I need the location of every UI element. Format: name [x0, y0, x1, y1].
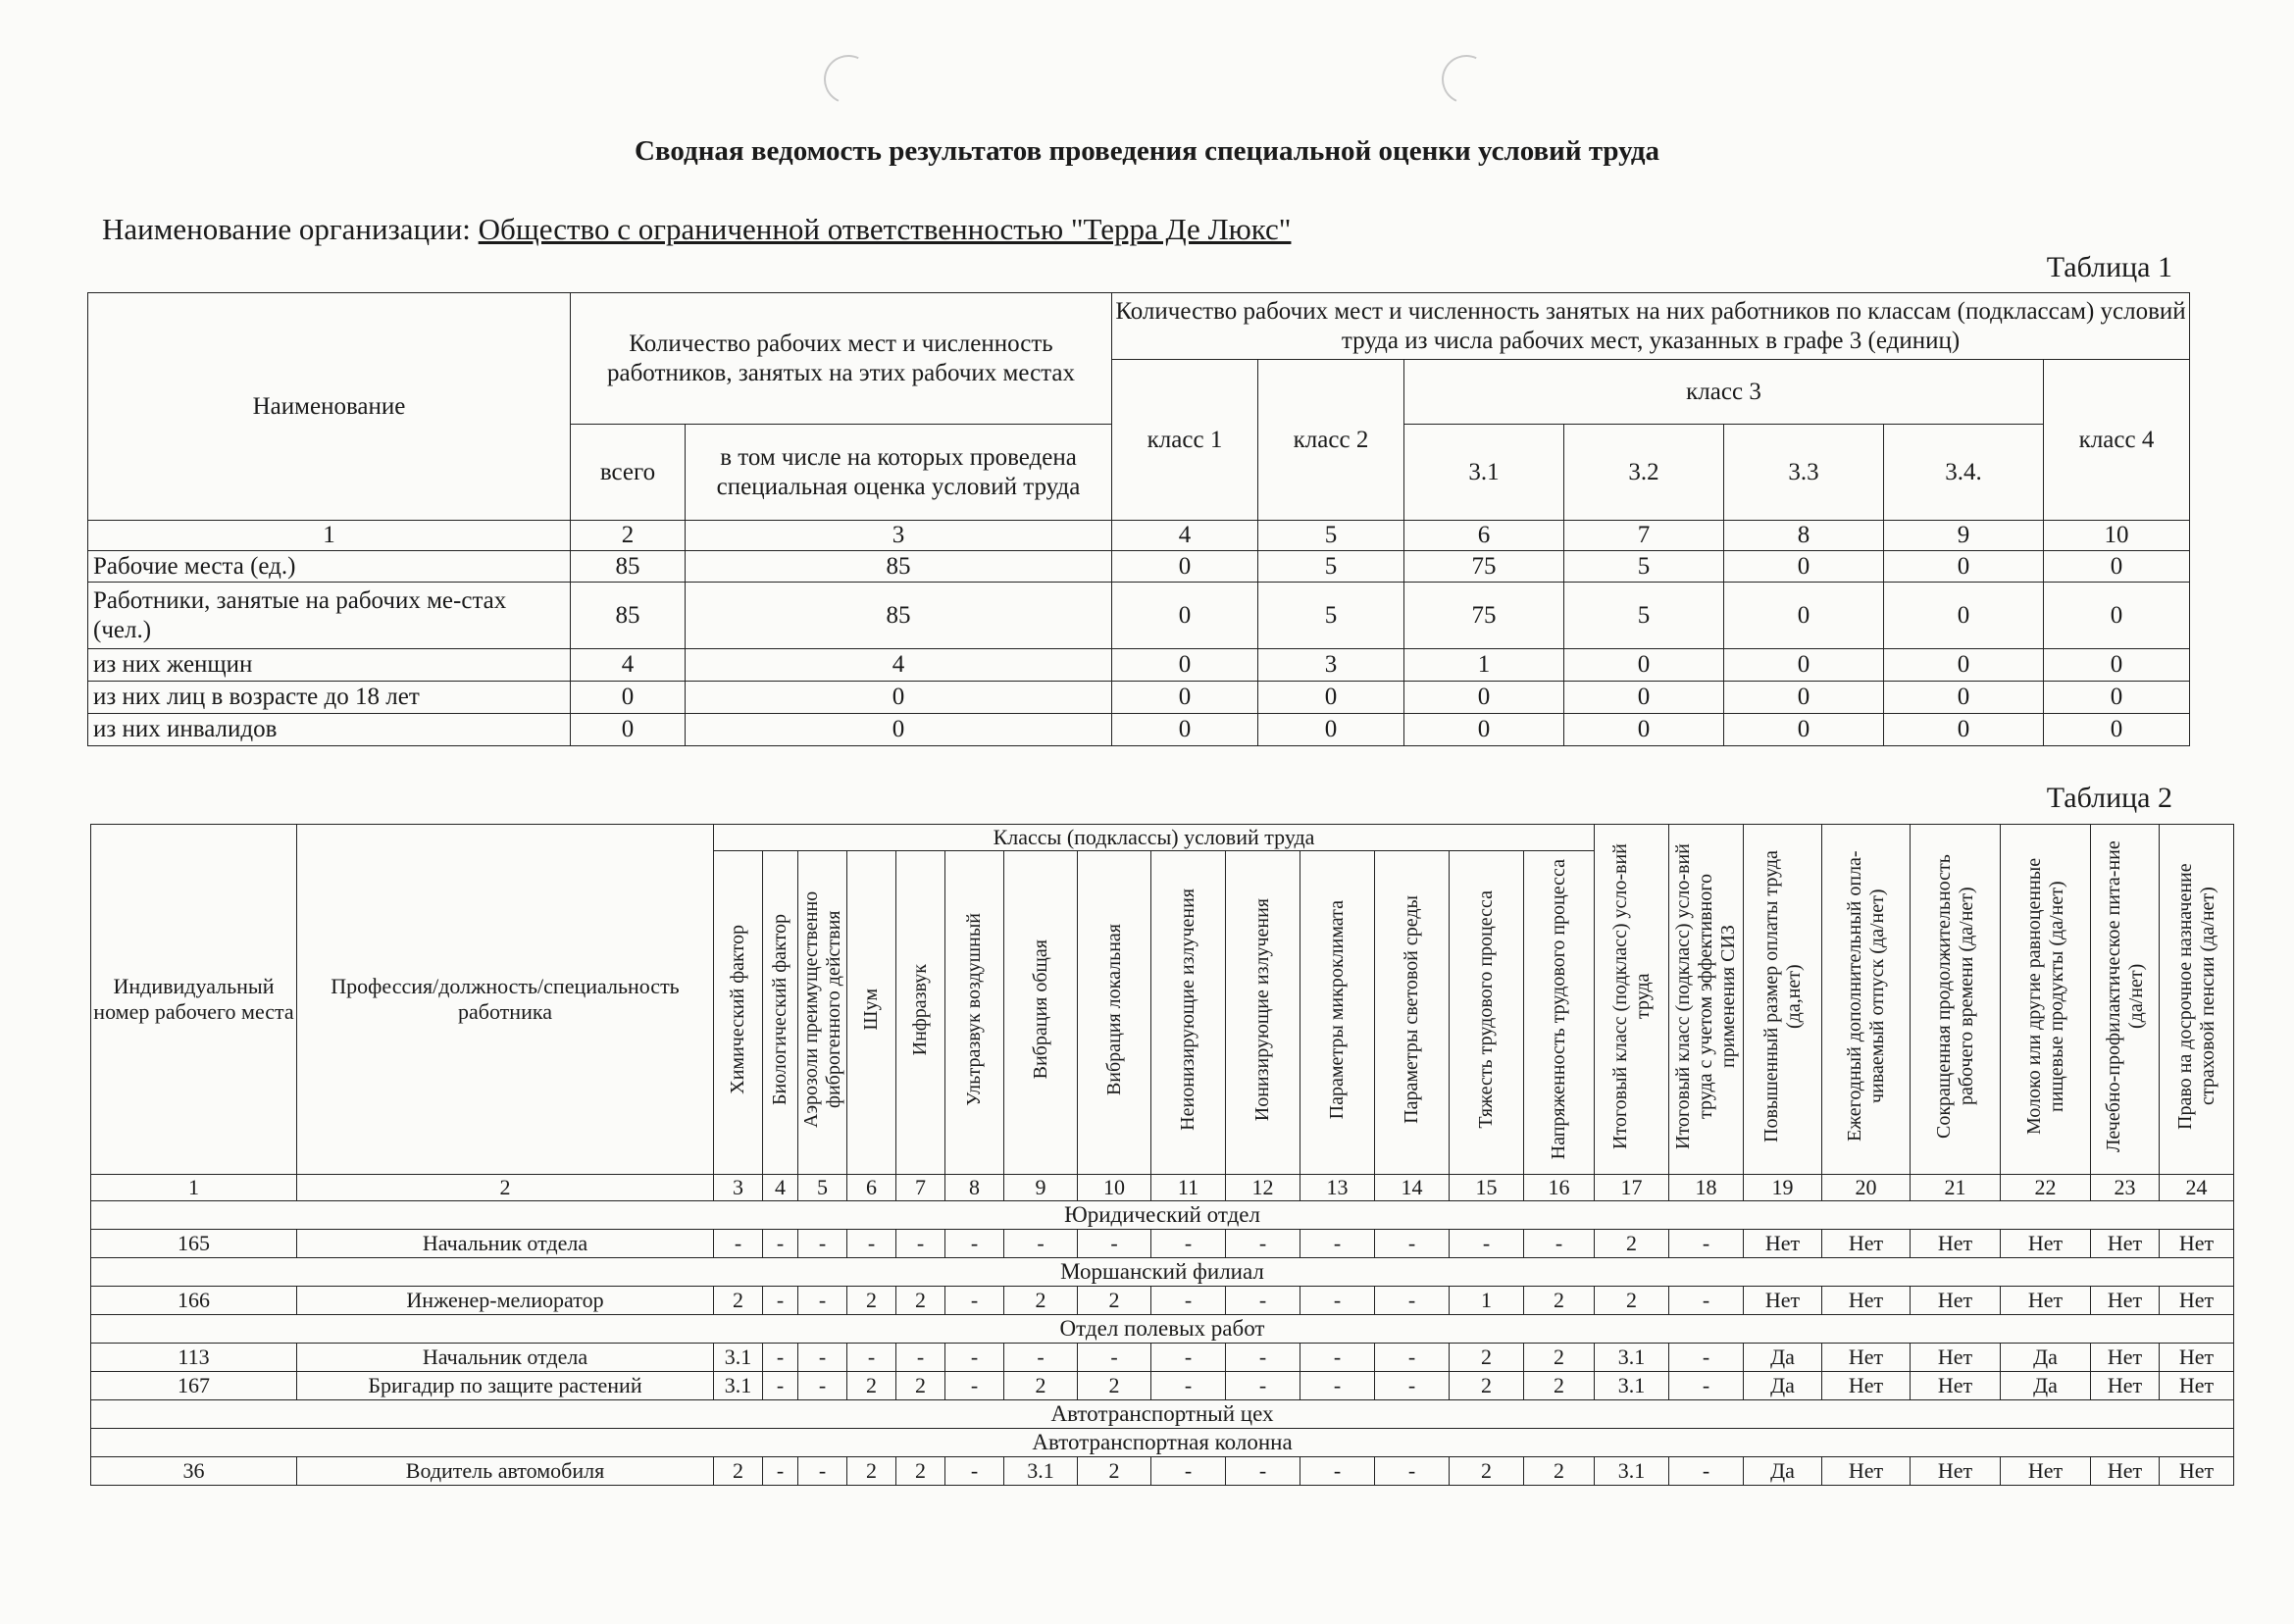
t2-cell: -	[896, 1230, 945, 1258]
t1-header-total: всего	[571, 425, 686, 521]
t2-cell: -	[1300, 1457, 1375, 1486]
t2-row	[91, 1372, 2234, 1400]
t1-cell: 0	[1112, 551, 1258, 583]
t2-cell: Да	[1744, 1372, 1822, 1400]
t2-section-row	[91, 1429, 2234, 1457]
t2-workplace-id: 167	[91, 1372, 297, 1400]
t2-cell: 2	[714, 1457, 763, 1486]
t1-row-label: из них женщин	[88, 649, 571, 682]
t2-cell: 2	[1450, 1344, 1524, 1372]
t2-cell: Нет	[1822, 1230, 1911, 1258]
t2-cell: Нет	[2001, 1287, 2091, 1315]
t2-colnum: 16	[1524, 1174, 1595, 1200]
t2-vheader-text: Инфразвук	[909, 963, 931, 1056]
t2-cell: Нет	[1822, 1287, 1911, 1315]
t2-cell: -	[1300, 1287, 1375, 1315]
t2-row	[91, 1230, 2234, 1258]
t2-vheader-text: Право на досрочное назначение страховой пенсии (да/нет)	[2173, 862, 2218, 1130]
t1-cell: 0	[1112, 714, 1258, 746]
t2-cell: -	[1669, 1344, 1744, 1372]
t2-colnum: 20	[1822, 1174, 1911, 1200]
t2-vheader	[1151, 851, 1226, 1174]
t2-cell: -	[1375, 1230, 1450, 1258]
t2-vheader	[896, 851, 945, 1174]
t2-vheader	[1004, 851, 1078, 1174]
t1-colnum: 7	[1564, 521, 1724, 551]
t1-cell: 0	[1258, 682, 1404, 714]
t2-cell: 2	[1078, 1457, 1151, 1486]
t2-cell: -	[1375, 1372, 1450, 1400]
t1-cell: 0	[1884, 649, 2044, 682]
t1-cell: 0	[571, 714, 686, 746]
t2-cell: 2	[896, 1457, 945, 1486]
t2-cell: Нет	[1911, 1287, 2001, 1315]
t1-cell: 0	[1564, 682, 1724, 714]
t2-cell: 3.1	[714, 1344, 763, 1372]
t1-header-3-4: 3.4.	[1884, 425, 2044, 521]
t2-colnum: 9	[1004, 1174, 1078, 1200]
t2-cell: -	[1524, 1230, 1595, 1258]
t2-colnum: 8	[945, 1174, 1004, 1200]
t2-cell: 2	[1078, 1372, 1151, 1400]
t2-profession: Начальник отдела	[297, 1230, 714, 1258]
document-title: Сводная ведомость результатов проведения специальной оценки условий труда	[634, 135, 1660, 167]
t2-cell: -	[1151, 1230, 1226, 1258]
t2-cell: -	[945, 1230, 1004, 1258]
t1-cell: 0	[1884, 714, 2044, 746]
t1-cell: 0	[1564, 714, 1724, 746]
t1-cell: 3	[1258, 649, 1404, 682]
t2-vheader	[2091, 825, 2160, 1175]
t2-cell: 1	[1450, 1287, 1524, 1315]
t2-cell: -	[798, 1372, 847, 1400]
t2-cell: 3.1	[1595, 1457, 1669, 1486]
t2-workplace-id: 113	[91, 1344, 297, 1372]
t2-section-title: Юридический отдел	[91, 1201, 2234, 1230]
t1-cell: 4	[686, 649, 1112, 682]
t2-cell: -	[1078, 1344, 1151, 1372]
t2-cell: -	[1375, 1457, 1450, 1486]
t2-section-title: Отдел полевых работ	[91, 1315, 2234, 1344]
summary-table	[87, 292, 2190, 746]
t2-cell: 3.1	[714, 1372, 763, 1400]
t2-vheader	[1450, 851, 1524, 1174]
t2-colnum: 21	[1911, 1174, 2001, 1200]
t2-section-title: Автотранспортная колонна	[91, 1429, 2234, 1457]
t2-profession: Начальник отдела	[297, 1344, 714, 1372]
t2-vheader	[847, 851, 896, 1174]
t2-vheader-text: Вибрация локальная	[1102, 923, 1125, 1095]
t2-cell: 2	[896, 1372, 945, 1400]
t1-cell: 0	[1884, 583, 2044, 649]
t2-vheader-text: Итоговый класс (подкласс) усло-вий труда	[1608, 842, 1654, 1149]
t2-vheader	[2001, 825, 2091, 1175]
t2-colnum: 11	[1151, 1174, 1226, 1200]
t2-cell: -	[847, 1344, 896, 1372]
t2-cell: -	[714, 1230, 763, 1258]
t2-cell: -	[1375, 1344, 1450, 1372]
t1-colnum: 6	[1404, 521, 1564, 551]
t2-vheader-text: Ультразвук воздушный	[963, 913, 985, 1106]
t1-cell: 0	[1724, 682, 1884, 714]
t2-vheader	[945, 851, 1004, 1174]
t2-cell: Нет	[1911, 1457, 2001, 1486]
t2-cell: -	[1151, 1344, 1226, 1372]
t2-cell: 2	[1524, 1372, 1595, 1400]
t2-vheader	[714, 851, 763, 1174]
t2-cell: Нет	[1911, 1230, 2001, 1258]
t1-cell: 0	[2044, 583, 2190, 649]
t1-colnum: 5	[1258, 521, 1404, 551]
punch-hole-mark	[817, 48, 880, 111]
t2-cell: -	[1300, 1344, 1375, 1372]
t1-header-class2: класс 2	[1258, 360, 1404, 521]
t2-vheader	[1524, 851, 1595, 1174]
t2-header-id: Индивидуальный номер рабочего места	[91, 825, 297, 1175]
t1-row-label: Рабочие места (ед.)	[88, 551, 571, 583]
t2-cell: -	[1450, 1230, 1524, 1258]
t1-cell: 0	[2044, 714, 2190, 746]
t2-vheader-text: Химический фактор	[727, 925, 748, 1094]
t1-row	[88, 682, 2190, 714]
t2-cell: 2	[847, 1287, 896, 1315]
t1-cell: 0	[1724, 649, 1884, 682]
t2-cell: 2	[1450, 1457, 1524, 1486]
t2-cell: -	[1669, 1457, 1744, 1486]
t2-workplace-id: 166	[91, 1287, 297, 1315]
t2-colnum: 2	[297, 1174, 714, 1200]
t1-cell: 0	[1724, 551, 1884, 583]
t2-vheader	[1822, 825, 1911, 1175]
t2-cell: Нет	[1744, 1287, 1822, 1315]
t1-cell: 0	[1884, 551, 2044, 583]
t1-cell: 1	[1404, 649, 1564, 682]
t2-vheader-text: Молоко или другие равноценные пищевые продукты (да/нет)	[2022, 857, 2067, 1135]
t1-header-byclass: Количество рабочих мест и численность занятых на них работников по классам (подклассам) условий труда из числа рабочих мест, указанных в графе 3 (единиц)	[1112, 293, 2190, 360]
t2-vheader	[1744, 825, 1822, 1175]
t1-cell: 5	[1564, 551, 1724, 583]
t2-cell: -	[1669, 1287, 1744, 1315]
t2-cell: Нет	[2091, 1372, 2160, 1400]
t2-cell: Нет	[1911, 1344, 2001, 1372]
t1-cell: 0	[1884, 682, 2044, 714]
t2-section-title: Автотранспортный цех	[91, 1400, 2234, 1429]
t2-cell: Нет	[2160, 1372, 2234, 1400]
t1-cell: 0	[1112, 583, 1258, 649]
t2-cell: Нет	[2160, 1344, 2234, 1372]
t2-cell: 3.1	[1595, 1344, 1669, 1372]
t2-cell: Да	[1744, 1344, 1822, 1372]
organization-name: Общество с ограниченной ответственностью "Терра Де Люкс"	[478, 212, 1292, 246]
t2-colnum: 4	[763, 1174, 798, 1200]
t2-cell: 2	[1004, 1287, 1078, 1315]
t1-header-class1: класс 1	[1112, 360, 1258, 521]
t1-cell: 85	[686, 551, 1112, 583]
t2-cell: Нет	[2091, 1230, 2160, 1258]
t1-cell: 0	[1724, 714, 1884, 746]
t2-cell: 2	[1004, 1372, 1078, 1400]
t2-header-classes: Классы (подклассы) условий труда	[714, 825, 1595, 851]
t2-vheader-text: Сокращенная продолжительность рабочего времени (да/нет)	[1932, 853, 1977, 1139]
t2-cell: Нет	[1822, 1372, 1911, 1400]
t2-cell: -	[1226, 1344, 1300, 1372]
t2-vheader	[2160, 825, 2234, 1175]
t2-colnum: 12	[1226, 1174, 1300, 1200]
punch-hole-mark	[1435, 48, 1498, 111]
t2-vheader-text: Параметры микроклимата	[1326, 899, 1348, 1120]
t2-vheader-text: Вибрация общая	[1029, 939, 1051, 1080]
t2-colnum: 1	[91, 1174, 297, 1200]
t2-cell: -	[763, 1372, 798, 1400]
t1-colnum: 3	[686, 521, 1112, 551]
t2-vheader-text: Итоговый класс (подкласс) усло-вий труда с учетом эффективного применения СИЗ	[1672, 842, 1740, 1149]
t2-cell: -	[945, 1372, 1004, 1400]
t2-colnum: 3	[714, 1174, 763, 1200]
t2-cell: -	[945, 1457, 1004, 1486]
t1-row	[88, 649, 2190, 682]
t2-vheader	[1375, 851, 1450, 1174]
t1-row	[88, 714, 2190, 746]
t2-vheader-text: Напряженность трудового процесса	[1548, 859, 1570, 1160]
t1-cell: 5	[1258, 551, 1404, 583]
workplaces-table	[90, 824, 2234, 1486]
t1-header-name: Наименование	[88, 293, 571, 521]
t1-header-class3: класс 3	[1404, 360, 2044, 425]
t1-cell: 75	[1404, 551, 1564, 583]
t1-cell: 85	[571, 551, 686, 583]
t2-cell: -	[1226, 1457, 1300, 1486]
t2-row	[91, 1287, 2234, 1315]
t1-header-3-3: 3.3	[1724, 425, 1884, 521]
t2-cell: -	[763, 1457, 798, 1486]
t2-row	[91, 1457, 2234, 1486]
t2-colnum: 7	[896, 1174, 945, 1200]
t2-cell: -	[945, 1287, 1004, 1315]
t2-cell: 2	[714, 1287, 763, 1315]
t2-section-row	[91, 1258, 2234, 1287]
t2-colnum: 6	[847, 1174, 896, 1200]
organization-label: Наименование организации:	[102, 212, 471, 246]
t2-colnum: 19	[1744, 1174, 1822, 1200]
t1-cell: 0	[1564, 649, 1724, 682]
t2-cell: 2	[1524, 1344, 1595, 1372]
t2-header-profession: Профессия/должность/специальность работника	[297, 825, 714, 1175]
t2-cell: -	[1669, 1372, 1744, 1400]
t2-profession: Водитель автомобиля	[297, 1457, 714, 1486]
t2-vheader-text: Параметры световой среды	[1401, 894, 1422, 1124]
t1-cell: 0	[571, 682, 686, 714]
t2-cell: -	[1300, 1230, 1375, 1258]
table1-caption: Таблица 1	[2046, 251, 2172, 283]
t2-colnum: 10	[1078, 1174, 1151, 1200]
t2-profession: Инженер-мелиоратор	[297, 1287, 714, 1315]
t2-cell: -	[1226, 1372, 1300, 1400]
t2-colnum: 24	[2160, 1174, 2234, 1200]
t2-cell: -	[1151, 1287, 1226, 1315]
t1-cell: 0	[1404, 682, 1564, 714]
t2-vheader-text: Биологический фактор	[769, 913, 790, 1105]
t2-colnum: 14	[1375, 1174, 1450, 1200]
t2-vheader	[763, 851, 798, 1174]
organization-line	[102, 212, 1291, 247]
t2-vheader-text: Ионизирующие излучения	[1251, 897, 1273, 1122]
t2-cell: -	[763, 1230, 798, 1258]
t2-cell: 3.1	[1004, 1457, 1078, 1486]
t2-section-row	[91, 1315, 2234, 1344]
t1-cell: 5	[1564, 583, 1724, 649]
t2-cell: Да	[1744, 1457, 1822, 1486]
t1-cell: 0	[2044, 682, 2190, 714]
t2-vheader-text: Неионизирующие излучения	[1177, 888, 1198, 1131]
t1-cell: 0	[1112, 682, 1258, 714]
t2-colnum: 15	[1450, 1174, 1524, 1200]
t2-cell: 2	[847, 1372, 896, 1400]
t2-cell: -	[798, 1287, 847, 1315]
t2-cell: Нет	[1822, 1344, 1911, 1372]
t2-cell: Да	[2001, 1344, 2091, 1372]
t2-vheader-text: Ежегодный дополнительный опла-чиваемый отпуск (да/нет)	[1843, 850, 1888, 1142]
t1-row-label: из них лиц в возрасте до 18 лет	[88, 682, 571, 714]
t1-cell: 0	[1258, 714, 1404, 746]
t1-colnum: 9	[1884, 521, 2044, 551]
t2-cell: -	[798, 1344, 847, 1372]
t2-cell: Нет	[1911, 1372, 2001, 1400]
t2-cell: Да	[2001, 1372, 2091, 1400]
t1-header-3-1: 3.1	[1404, 425, 1564, 521]
t1-cell: 0	[1724, 583, 1884, 649]
t2-cell: -	[763, 1344, 798, 1372]
t2-cell: Нет	[1744, 1230, 1822, 1258]
t2-cell: -	[1226, 1287, 1300, 1315]
t2-vheader-text: Аэрозоли преимущественно фиброгенного действия	[799, 890, 844, 1128]
t2-vheader	[1595, 825, 1669, 1175]
t1-row	[88, 583, 2190, 649]
t1-cell: 0	[2044, 551, 2190, 583]
t2-section-row	[91, 1400, 2234, 1429]
t2-cell: -	[896, 1344, 945, 1372]
t2-cell: Нет	[1822, 1457, 1911, 1486]
t2-cell: Нет	[2091, 1457, 2160, 1486]
t2-cell: -	[1004, 1344, 1078, 1372]
t2-vheader-text: Тяжесть трудового процесса	[1475, 890, 1497, 1129]
t2-cell: -	[1300, 1372, 1375, 1400]
t2-cell: 2	[1524, 1457, 1595, 1486]
t1-header-class4: класс 4	[2044, 360, 2190, 521]
t2-vheader-text: Шум	[860, 989, 882, 1031]
t2-cell: -	[1151, 1457, 1226, 1486]
t1-body	[88, 521, 2190, 746]
t2-colnum: 13	[1300, 1174, 1375, 1200]
table2-caption: Таблица 2	[2046, 782, 2172, 814]
t1-cell: 0	[686, 682, 1112, 714]
t1-cell: 75	[1404, 583, 1564, 649]
t2-cell: -	[1078, 1230, 1151, 1258]
t1-row	[88, 551, 2190, 583]
t1-cell: 5	[1258, 583, 1404, 649]
t1-cell: 0	[686, 714, 1112, 746]
t2-vheader	[1078, 851, 1151, 1174]
t2-cell: Нет	[2091, 1287, 2160, 1315]
t1-header-assessed: в том числе на которых проведена специальная оценка условий труда	[686, 425, 1112, 521]
t2-body	[91, 1174, 2234, 1485]
t1-cell: 4	[571, 649, 686, 682]
t2-vheader	[798, 851, 847, 1174]
t2-vheader	[1226, 851, 1300, 1174]
t2-vheader	[1669, 825, 1744, 1175]
t1-header-3-2: 3.2	[1564, 425, 1724, 521]
t2-cell: 2	[847, 1457, 896, 1486]
t1-colnum: 2	[571, 521, 686, 551]
t2-colnum: 23	[2091, 1174, 2160, 1200]
t2-cell: 2	[1595, 1230, 1669, 1258]
t1-cell: 85	[571, 583, 686, 649]
t2-cell: 2	[896, 1287, 945, 1315]
t2-vheader	[1911, 825, 2001, 1175]
t2-colnum: 18	[1669, 1174, 1744, 1200]
t2-vheader-text: Лечебно-профилактическое пита-ние (да/нет)	[2102, 839, 2147, 1152]
t2-cell: -	[1004, 1230, 1078, 1258]
t2-cell: 3.1	[1595, 1372, 1669, 1400]
t2-cell: -	[945, 1344, 1004, 1372]
t2-cell: 2	[1078, 1287, 1151, 1315]
t2-colnum: 17	[1595, 1174, 1669, 1200]
t2-cell: -	[1151, 1372, 1226, 1400]
t2-vheader-text: Повышенный размер оплаты труда (да,нет)	[1759, 849, 1805, 1142]
t2-section-row	[91, 1201, 2234, 1230]
t1-row-label: из них инвалидов	[88, 714, 571, 746]
t2-cell: Нет	[2091, 1344, 2160, 1372]
t1-header-count: Количество рабочих мест и численность работников, занятых на этих рабочих местах	[571, 293, 1112, 425]
t2-cell: -	[798, 1457, 847, 1486]
t2-cell: Нет	[2160, 1230, 2234, 1258]
t2-cell: -	[1669, 1230, 1744, 1258]
t2-cell: -	[847, 1230, 896, 1258]
t2-cell: Нет	[2001, 1230, 2091, 1258]
t1-cell: 0	[1112, 649, 1258, 682]
t1-colnum: 1	[88, 521, 571, 551]
t2-cell: 2	[1595, 1287, 1669, 1315]
t2-vheader	[1300, 851, 1375, 1174]
t2-cell: 2	[1450, 1372, 1524, 1400]
t1-cell: 0	[1404, 714, 1564, 746]
t2-cell: -	[798, 1230, 847, 1258]
t2-cell: Нет	[2001, 1457, 2091, 1486]
t1-colnum: 4	[1112, 521, 1258, 551]
t1-colnum: 10	[2044, 521, 2190, 551]
t1-cell: 85	[686, 583, 1112, 649]
t2-colnum: 5	[798, 1174, 847, 1200]
t2-cell: -	[1226, 1230, 1300, 1258]
t2-workplace-id: 36	[91, 1457, 297, 1486]
t2-section-title: Моршанский филиал	[91, 1258, 2234, 1287]
t2-cell: Нет	[2160, 1287, 2234, 1315]
t2-cell: Нет	[2160, 1457, 2234, 1486]
t2-cell: -	[1375, 1287, 1450, 1315]
t2-profession: Бригадир по защите растений	[297, 1372, 714, 1400]
t2-workplace-id: 165	[91, 1230, 297, 1258]
t2-colnum: 22	[2001, 1174, 2091, 1200]
t1-cell: 0	[2044, 649, 2190, 682]
t1-colnum: 8	[1724, 521, 1884, 551]
t2-row	[91, 1344, 2234, 1372]
t2-cell: 2	[1524, 1287, 1595, 1315]
t1-row-label: Работники, занятые на рабочих ме-стах (чел.)	[88, 583, 571, 649]
t2-cell: -	[763, 1287, 798, 1315]
